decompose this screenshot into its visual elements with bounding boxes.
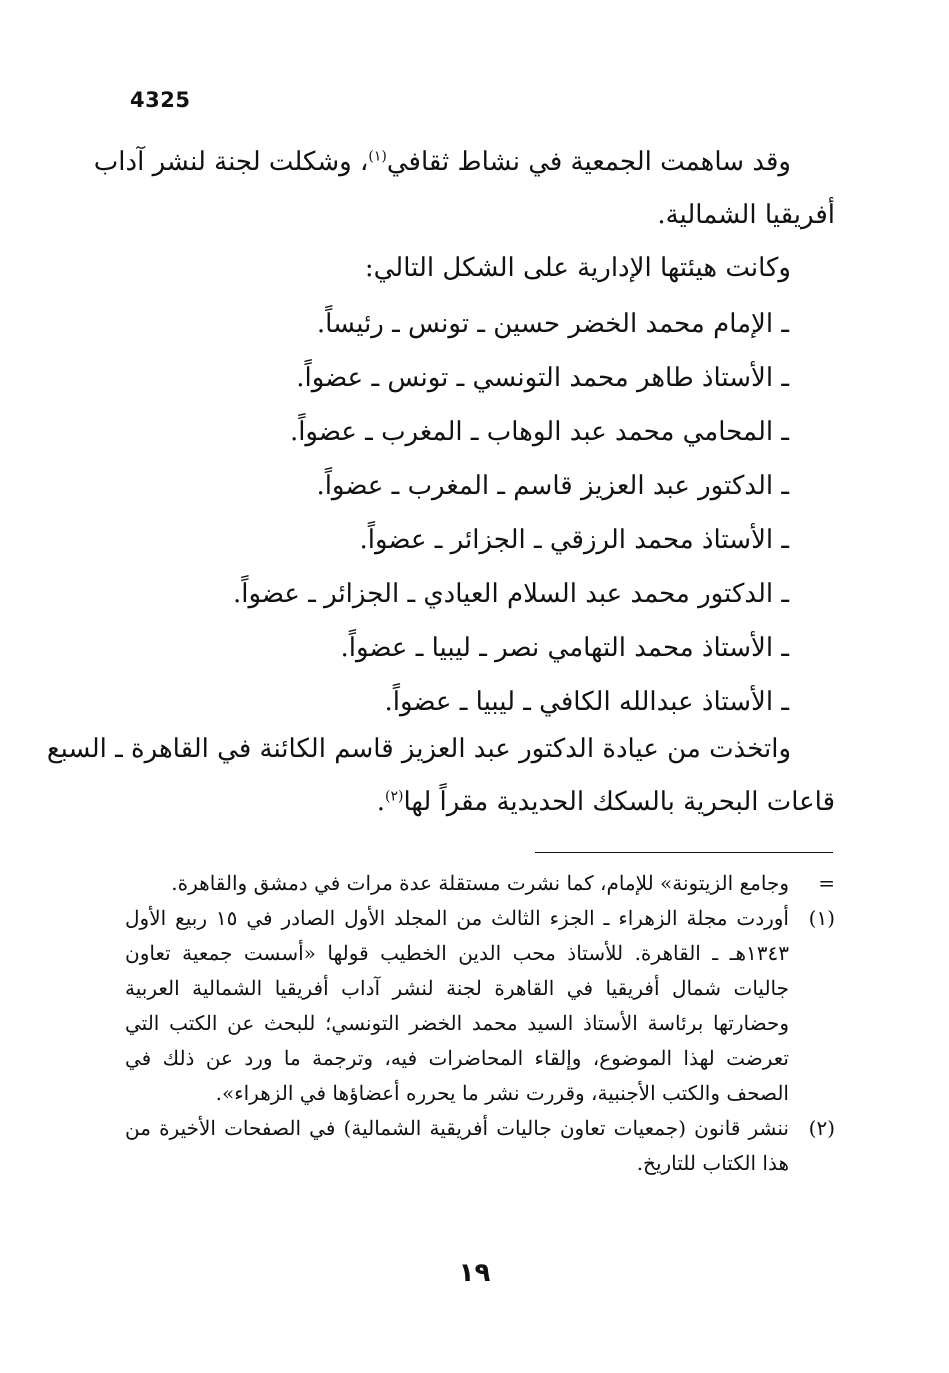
footnote-marker: = xyxy=(818,871,835,895)
board-member-item: ـ الأستاذ محمد التهامي نصر ـ ليبيا ـ عضواً. xyxy=(340,633,789,663)
paragraph-text: وقد ساهمت الجمعية في نشاط ثقافي xyxy=(386,147,791,177)
paragraph-text: . xyxy=(376,787,385,817)
page-number-top: 4325 xyxy=(130,88,191,112)
footnote-marker: (١) xyxy=(808,906,835,930)
paragraph-line xyxy=(93,136,835,189)
footnote-reference-2: (٢) xyxy=(384,788,404,805)
footnote-text: ننشر قانون (جمعيات تعاون جاليات أفريقية الشمالية) في الصفحات الأخيرة من هذا الكتاب للتاريخ. xyxy=(125,1116,789,1175)
footnote-1 xyxy=(125,901,835,1111)
paragraph-line: واتخذت من عيادة الدكتور عبد العزيز قاسم الكائنة في القاهرة ـ السبع xyxy=(46,734,791,764)
board-member-item: ـ الأستاذ طاهر محمد التونسي ـ تونس ـ عضواً. xyxy=(296,363,789,393)
paragraph-line: أفريقيا الشمالية. xyxy=(657,200,835,230)
footnote-text: أوردت مجلة الزهراء ـ الجزء الثالث من المجلد الأول الصادر في ١٥ ربيع الأول ١٣٤٣هـ ـ القاهرة. للأستاذ محب الدين الخطيب قولها «أسست جمعية تعاون جاليات شمال أفريقيا في القاهرة لجنة لنشر آداب أفريقيا الشمالية العربية وحضارتها برئاسة الأستاذ السيد محمد الخضر التونسي؛ للبحث عن الكتب التي تعرضت لهذا الموضوع، وإلقاء المحاضرات فيه، وترجمة ما ورد عن ذلك في الصحف والكتب الأجنبية، وقررت نشر ما يحرره أعضاؤها في الزهراء». xyxy=(125,906,789,1105)
paragraph-text: قاعات البحرية بالسكك الحديدية مقراً لها xyxy=(403,787,835,817)
footnote-marker: (٢) xyxy=(808,1116,835,1140)
paragraph-intro xyxy=(93,136,835,295)
footnote-continuation xyxy=(125,866,835,901)
board-member-item: ـ الأستاذ عبدالله الكافي ـ ليبيا ـ عضواً. xyxy=(384,687,789,717)
paragraph-headquarters xyxy=(46,723,835,829)
footnotes xyxy=(125,866,835,1181)
board-member-item: ـ الدكتور عبد العزيز قاسم ـ المغرب ـ عضواً. xyxy=(316,471,789,501)
page-number-bottom: ١٩ xyxy=(458,1258,491,1288)
board-member-item: ـ الأستاذ محمد الرزقي ـ الجزائر ـ عضواً. xyxy=(359,525,789,555)
board-members-list xyxy=(233,297,789,729)
footnote-text: وجامع الزيتونة» للإمام، كما نشرت مستقلة عدة مرات في دمشق والقاهرة. xyxy=(171,871,789,895)
footnote-2 xyxy=(125,1111,835,1181)
board-intro: وكانت هيئتها الإدارية على الشكل التالي: xyxy=(364,253,791,283)
board-member-item: ـ المحامي محمد عبد الوهاب ـ المغرب ـ عضواً. xyxy=(289,417,789,447)
paragraph-line xyxy=(130,776,835,829)
board-member-item: ـ الدكتور محمد عبد السلام العيادي ـ الجزائر ـ عضواً. xyxy=(232,579,789,609)
paragraph-text: ، وشكلت لجنة لنشر آداب xyxy=(93,147,369,177)
board-member-item: ـ الإمام محمد الخضر حسين ـ تونس ـ رئيساً. xyxy=(316,309,789,339)
footnote-reference-1: (١) xyxy=(368,148,387,165)
footnote-separator xyxy=(535,852,833,853)
